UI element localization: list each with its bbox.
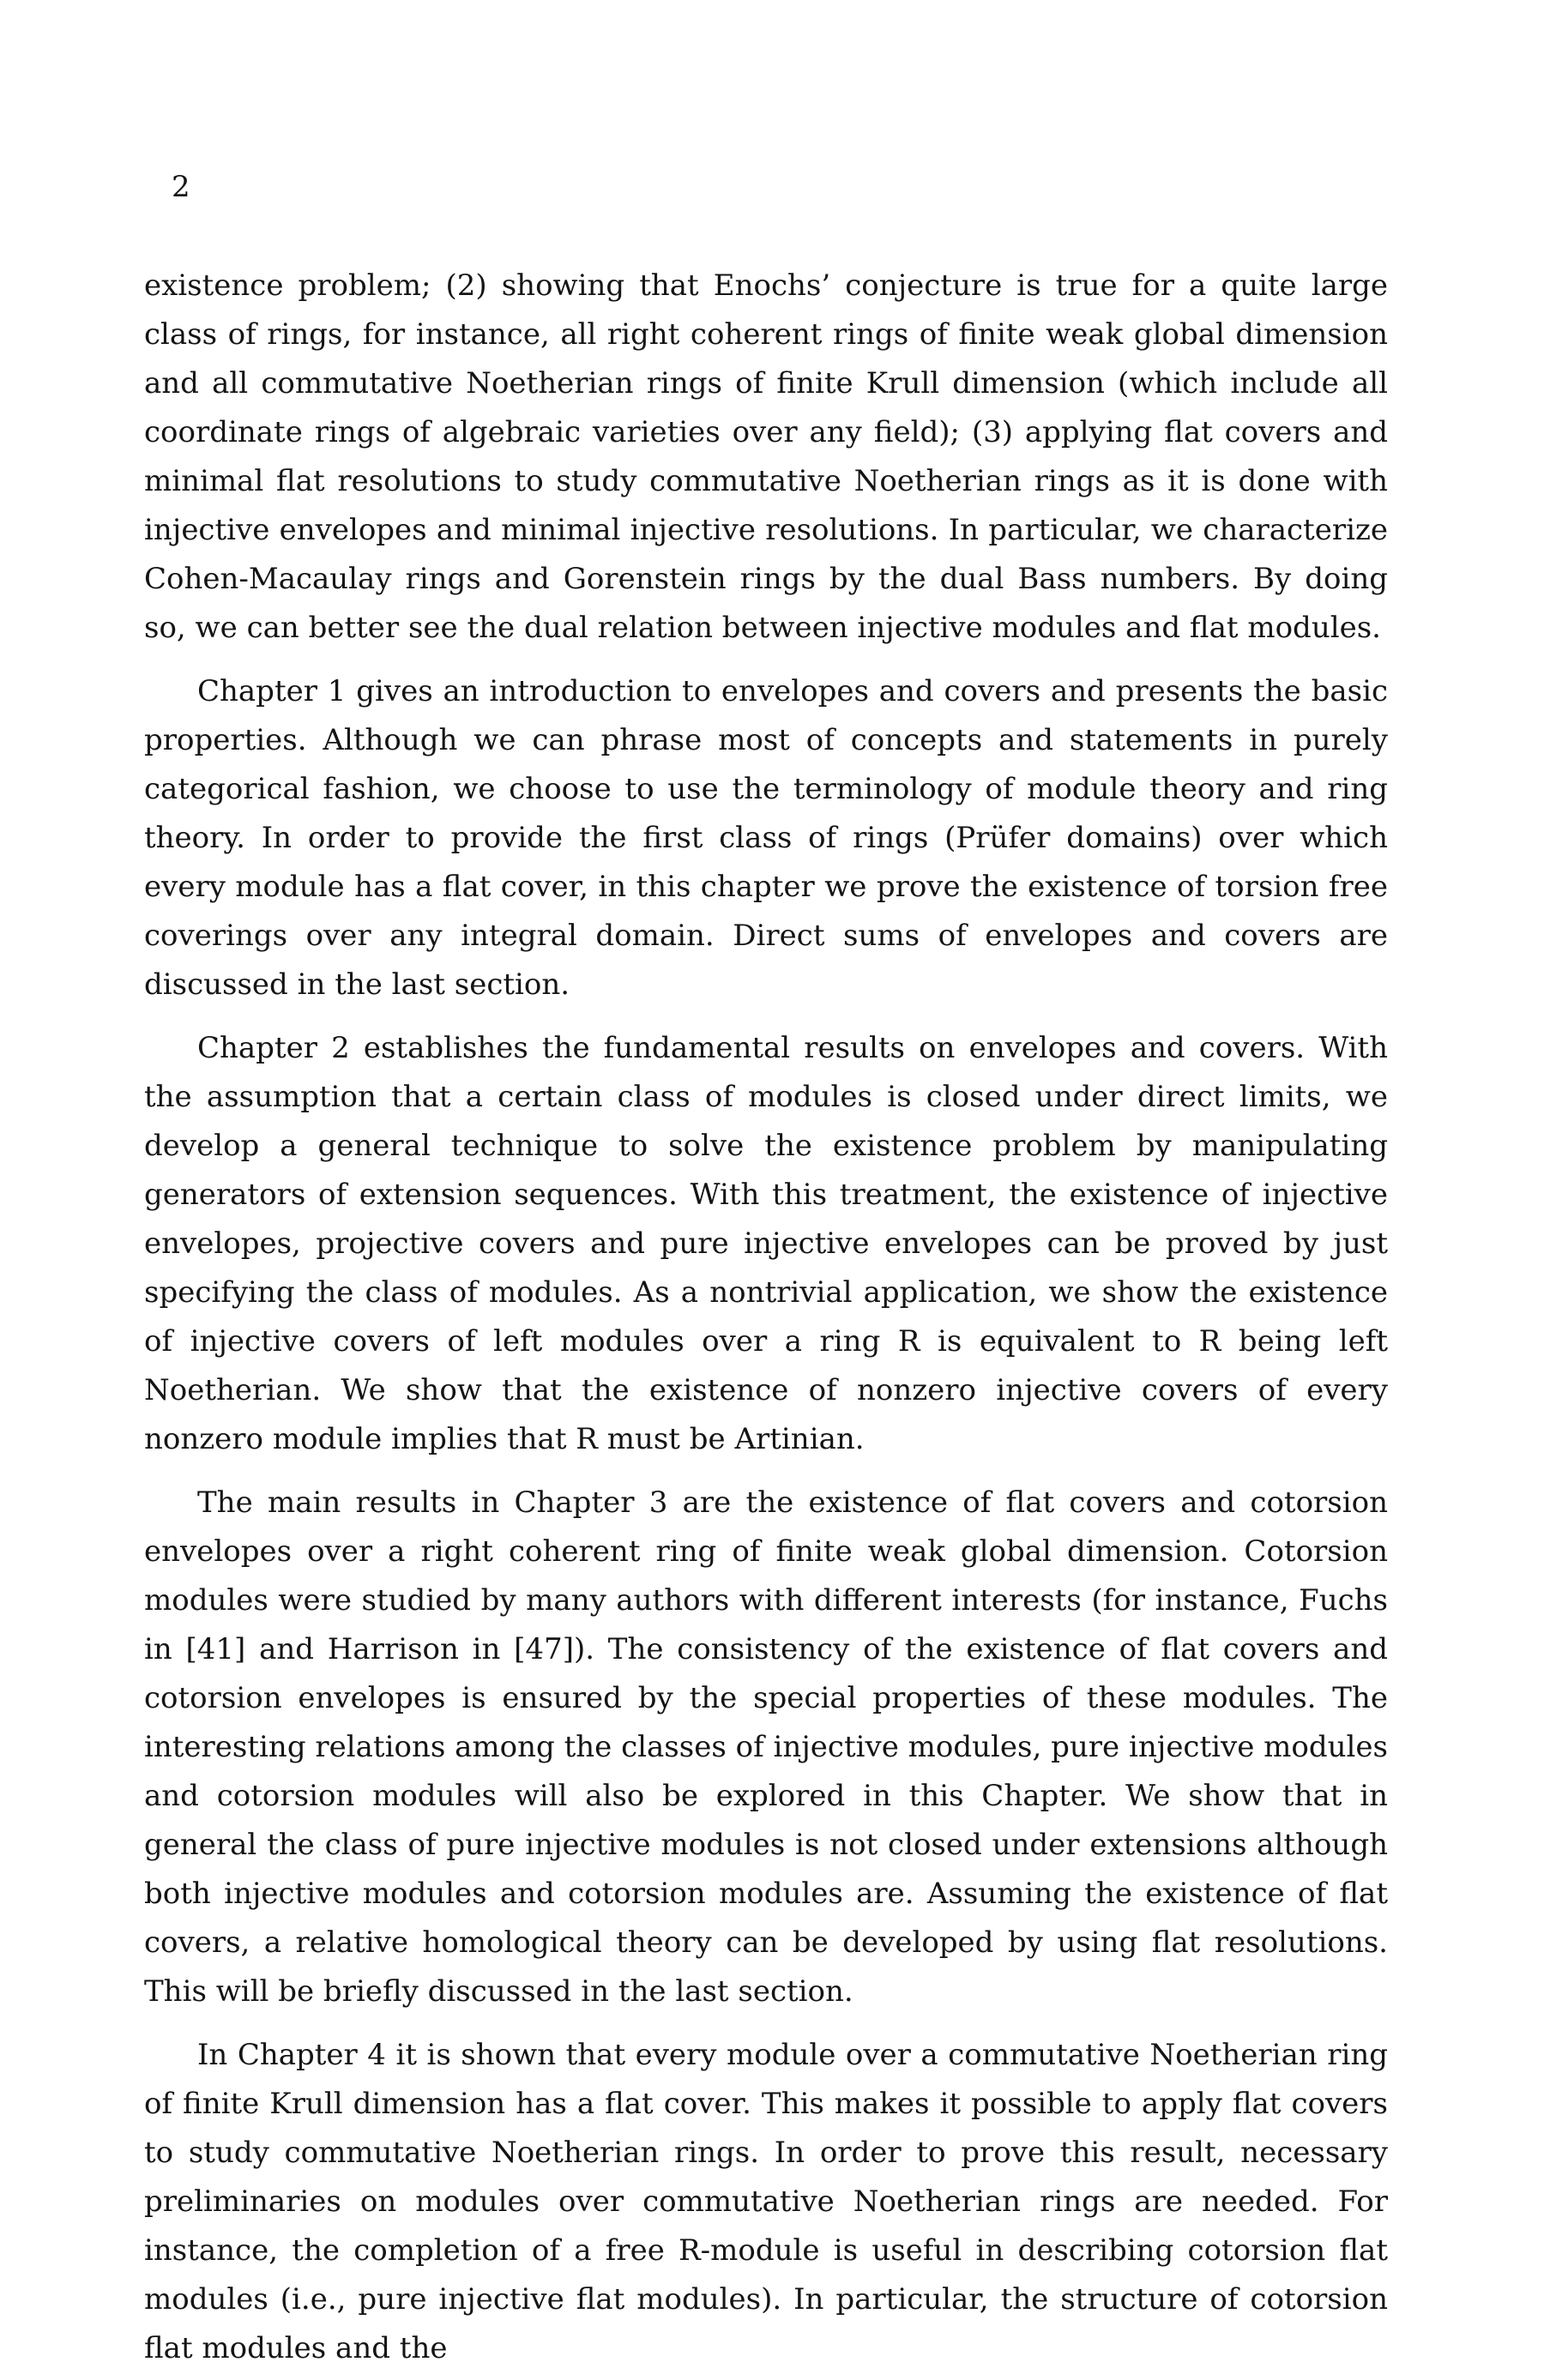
page-number: 2 [172,170,190,204]
paragraph-existence-problem: existence problem; (2) showing that Enochs’ conjecture is true for a quite large class of rings, for instance, all right coherent rings of finite weak global dimension and all commutative Noetherian rings of finite Krull dimension (which include all coordinate rings of algebraic varieties over any field); (3) applying flat covers and minimal flat resolutions to study commutative Noetherian rings as it is done with injective envelopes and minimal injective resolutions. In particular, we characterize Cohen-Macaulay rings and Gorenstein rings by the dual Bass numbers. By doing so, we can better see the dual relation between injective modules and flat modules. [144,268,1388,645]
paragraph-chapter-3: The main results in Chapter 3 are the existence of flat covers and cotorsion envelopes over a right coherent ring of finite weak global dimension. Cotorsion modules were studied by many authors with different interests (for instance, Fuchs in [41] and Harrison in [47]). The consistency of the existence of flat covers and cotorsion envelopes is ensured by the special properties of these modules. The interesting relations among the classes of injective modules, pure injective modules and cotorsion modules will also be explored in this Chapter. We show that in general the class of pure injective modules is not closed under extensions although both injective modules and cotorsion modules are. Assuming the existence of flat covers, a relative homological theory can be developed by using flat resolutions. This will be briefly discussed in the last section. [144,1485,1388,2009]
body-text [144,262,1388,2373]
paragraph-chapter-1: Chapter 1 gives an introduction to envelopes and covers and presents the basic properties. Although we can phrase most of concepts and statements in purely categorical fashion, we choose to use the terminology of module theory and ring theory. In order to provide the first class of rings (Prüfer domains) over which every module has a flat cover, in this chapter we prove the existence of torsion free coverings over any integral domain. Direct sums of envelopes and covers are discussed in the last section. [144,674,1388,1002]
paragraph-chapter-2: Chapter 2 establishes the fundamental results on envelopes and covers. With the assumption that a certain class of modules is closed under direct limits, we develop a general technique to solve the existence problem by manipulating generators of extension sequences. With this treatment, the existence of injective envelopes, projective covers and pure injective envelopes can be proved by just specifying the class of modules. As a nontrivial application, we show the existence of injective covers of left modules over a ring R is equivalent to R being left Noetherian. We show that the existence of nonzero injective covers of every nonzero module implies that R must be Artinian. [144,1031,1388,1456]
paragraph-chapter-4: In Chapter 4 it is shown that every module over a commutative Noetherian ring of finite Krull dimension has a flat cover. This makes it possible to apply flat covers to study commutative Noetherian rings. In order to prove this result, necessary preliminaries on modules over commutative Noetherian rings are needed. For instance, the completion of a free R-module is useful in describing cotorsion flat modules (i.e., pure injective flat modules). In particular, the structure of cotorsion flat modules and the [144,2038,1388,2365]
